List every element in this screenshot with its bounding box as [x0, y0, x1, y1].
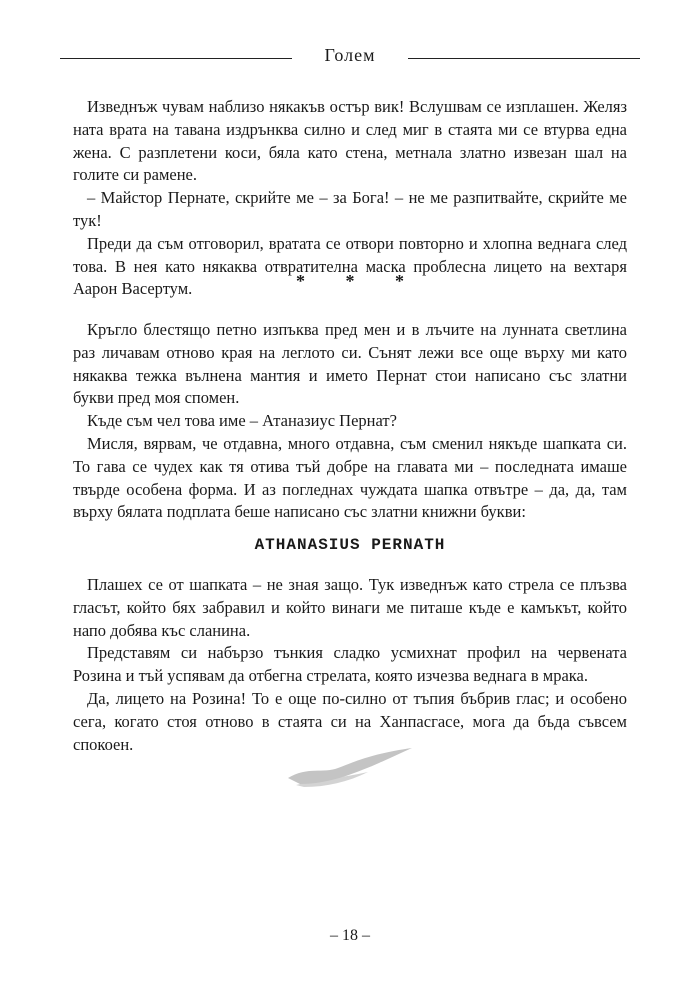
text-line: Плашех се от шапката – не зная защо. Тук изведнъж като стрела се плъзва: [87, 575, 627, 594]
text-line: това. В нея като някаква отвратителна маска проблесна лицето на вехтаря Аарон: [73, 256, 627, 299]
paragraph-6: [73, 433, 627, 524]
text-line: Да, лицето на Розина! То е още по-силно от тъпия бъбрив глас; и особено: [87, 688, 627, 708]
text-line: разплетени коси, бяла като стена, метнала златно извезан шал на голите си рамене.: [73, 142, 627, 185]
text-line: личавам отново края на леглото си. Сънят лежи все още върху ми като някаква: [73, 342, 628, 385]
text-line: ната врата на тавана издрънква силно и след миг в стаята ми се втурва една жена. С: [73, 119, 627, 162]
text-line: тежка вълнена мантия и името Пернат стои написано със златни букви пред моя: [73, 365, 627, 408]
text-line: Мисля, вярвам, че отдавна, много отдавна, съм сменил някъде шапката си. То: [73, 433, 627, 476]
text-line: гава се чудех как тя отива тъй добре на главата ми – последната имаше твърде: [73, 456, 627, 499]
paragraph-1: [73, 96, 627, 187]
text-line: добява къс сланина.: [110, 620, 251, 640]
text-block-2: [73, 319, 627, 524]
text-line: – Майстор Пернате, скрийте ме – за Бога! – не ме разпитвайте, скрийте ме тук!: [73, 188, 627, 230]
header-rule-right: [408, 58, 640, 59]
text-line: Преди да съм отговорил, вратата се отвори повторно и хлопна веднага след: [87, 233, 627, 253]
text-line: Васертум.: [121, 279, 193, 299]
text-block-3: [73, 574, 627, 756]
paragraph-4: [73, 319, 627, 410]
running-title: Голем: [324, 45, 376, 65]
section-separator: * * *: [296, 271, 422, 291]
text-line: Изведнъж чувам наблизо някакъв остър вик! Вслушвам се изплашен. Желяз: [87, 97, 627, 116]
paragraph-2: [73, 187, 627, 233]
paragraph-7: [73, 574, 627, 642]
text-line: и тъй успявам да отбегна стрелата, която изчезва веднага в мрака.: [125, 666, 588, 686]
text-line: сега, когато стоя отново в стаята си на Ханпасгасе, мога да бъда съвсем спокоен.: [73, 711, 627, 754]
text-line: Представям си набързо тънкия сладко усмихнат профил на червената Розина: [73, 643, 627, 686]
brush-stroke-ornament-icon: [282, 744, 418, 788]
text-line: особена форма. И аз погледнах чуждата шапка отвътре – да, да, там върху бялата: [73, 479, 627, 522]
hat-inscription: ATHANASIUS PERNATH: [254, 536, 446, 554]
paragraph-5: [73, 410, 627, 433]
text-line: подплата беше написано със златни книжни букви:: [166, 502, 526, 522]
text-line: гласът, който бях забравил и който винаги ме питаше къде е камъкът, който напо: [73, 597, 627, 640]
running-header: [60, 42, 640, 72]
paragraph-8: [73, 642, 627, 688]
text-line: спомен.: [184, 388, 240, 408]
page-number: – 18 –: [330, 927, 370, 944]
text-line: Кръгло блестящо петно изпъква пред мен и в лъчите на лунната светлина раз: [73, 320, 627, 362]
text-line: Къде съм чел това име – Атаназиус Пернат?: [87, 411, 397, 431]
